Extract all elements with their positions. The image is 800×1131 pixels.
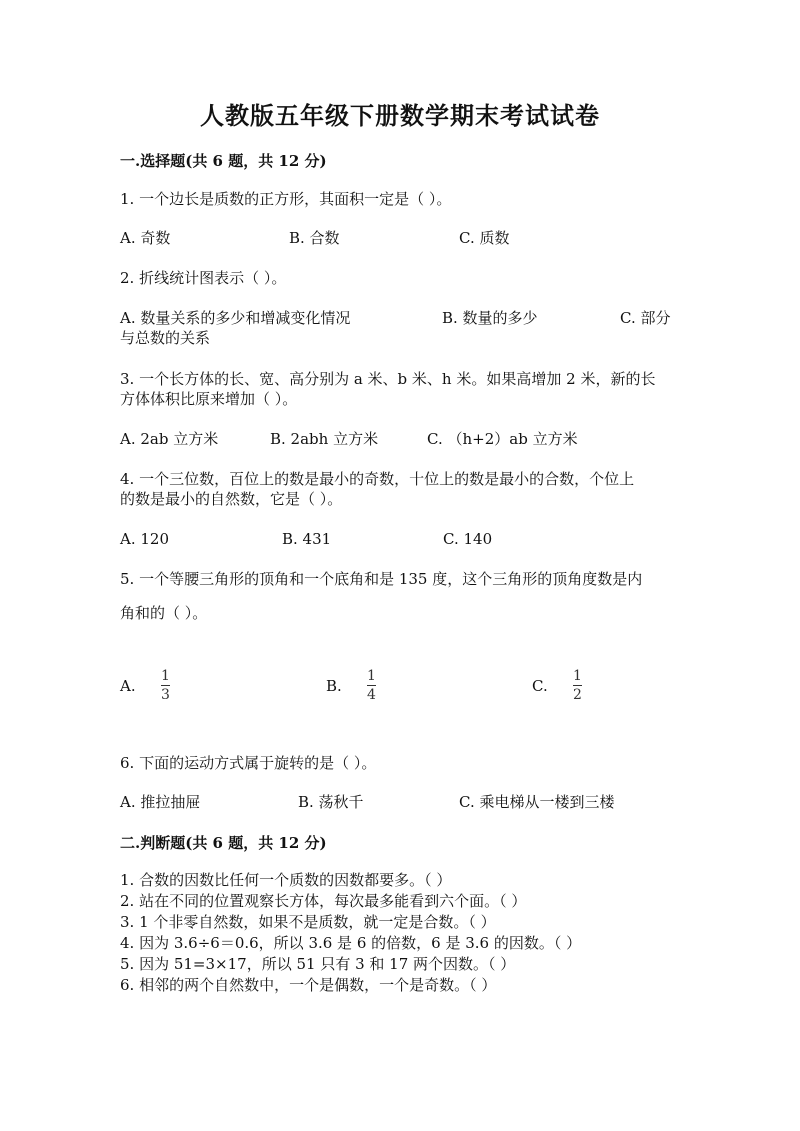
question-4-line-2: 的数是最小的自然数，它是（ ）。	[120, 490, 343, 508]
fraction-numerator: 1	[367, 668, 376, 684]
q1-option-a: A. 奇数	[120, 229, 171, 247]
q5-option-a-fraction	[161, 668, 170, 703]
q6-option-b: B. 荡秋千	[298, 793, 364, 811]
question-6: 6. 下面的运动方式属于旋转的是（ ）。	[120, 754, 377, 772]
q4-option-a: A. 120	[120, 530, 169, 548]
page-title: 人教版五年级下册数学期末考试试卷	[200, 101, 600, 130]
question-5-line-1: 5. 一个等腰三角形的顶角和一个底角和是 135 度，这个三角形的顶角度数是内	[120, 570, 643, 588]
fraction-denominator: 2	[573, 687, 582, 703]
q5-option-a-label: A.	[120, 677, 136, 695]
q1-option-c: C. 质数	[459, 229, 510, 247]
fraction-denominator: 4	[367, 687, 376, 703]
q5-option-c-fraction	[573, 668, 582, 703]
fraction-numerator: 1	[573, 668, 582, 684]
question-3-line-2: 方体体积比原来增加（ ）。	[120, 390, 298, 408]
question-5-line-2: 角和的（ ）。	[120, 604, 208, 622]
judgement-item-2: 2. 站在不同的位置观察长方体，每次最多能看到六个面。（ ）	[120, 892, 527, 910]
q5-option-c-label: C.	[532, 677, 548, 695]
q2-option-c-continuation: 与总数的关系	[120, 329, 211, 347]
fraction-bar	[573, 685, 582, 686]
judgement-item-3: 3. 1 个非零自然数，如果不是质数，就一定是合数。（ ）	[120, 913, 496, 931]
q2-option-b: B. 数量的多少	[442, 309, 538, 327]
q4-option-b: B. 431	[282, 530, 332, 548]
q6-option-c: C. 乘电梯从一楼到三楼	[459, 793, 615, 811]
fraction-bar	[161, 685, 170, 686]
q2-option-a: A. 数量关系的多少和增减变化情况	[120, 309, 351, 327]
judgement-item-1: 1. 合数的因数比任何一个质数的因数都要多。（ ）	[120, 871, 452, 889]
q2-option-c: C. 部分	[620, 309, 671, 327]
q1-option-b: B. 合数	[289, 229, 340, 247]
question-2: 2. 折线统计图表示（ ）。	[120, 269, 287, 287]
q3-option-b: B. 2abh 立方米	[270, 430, 379, 448]
question-4-line-1: 4. 一个三位数，百位上的数是最小的奇数，十位上的数是最小的合数，个位上	[120, 470, 635, 488]
q3-option-c: C. （h+2）ab 立方米	[427, 430, 578, 448]
question-3-line-1: 3. 一个长方体的长、宽、高分别为 a 米、b 米、h 米。如果高增加 2 米，新的长	[120, 370, 656, 388]
q5-option-b-fraction	[367, 668, 376, 703]
fraction-bar	[367, 685, 376, 686]
judgement-item-4: 4. 因为 3.6÷6＝0.6，所以 3.6 是 6 的倍数，6 是 3.6 的因数。（ ）	[120, 934, 582, 952]
fraction-denominator: 3	[161, 687, 170, 703]
judgement-item-5: 5. 因为 51=3×17，所以 51 只有 3 和 17 两个因数。（ ）	[120, 955, 516, 973]
section-heading-judgement: 二.判断题(共 6 题，共 12 分)	[120, 834, 327, 852]
q6-option-a: A. 推拉抽屉	[120, 793, 201, 811]
fraction-numerator: 1	[161, 668, 170, 684]
q4-option-c: C. 140	[443, 530, 493, 548]
section-heading-choice: 一.选择题(共 6 题，共 12 分)	[120, 152, 327, 170]
judgement-item-6: 6. 相邻的两个自然数中，一个是偶数，一个是奇数。（ ）	[120, 976, 497, 994]
q5-option-b-label: B.	[326, 677, 342, 695]
q3-option-a: A. 2ab 立方米	[120, 430, 219, 448]
question-1: 1. 一个边长是质数的正方形，其面积一定是（ ）。	[120, 190, 452, 208]
